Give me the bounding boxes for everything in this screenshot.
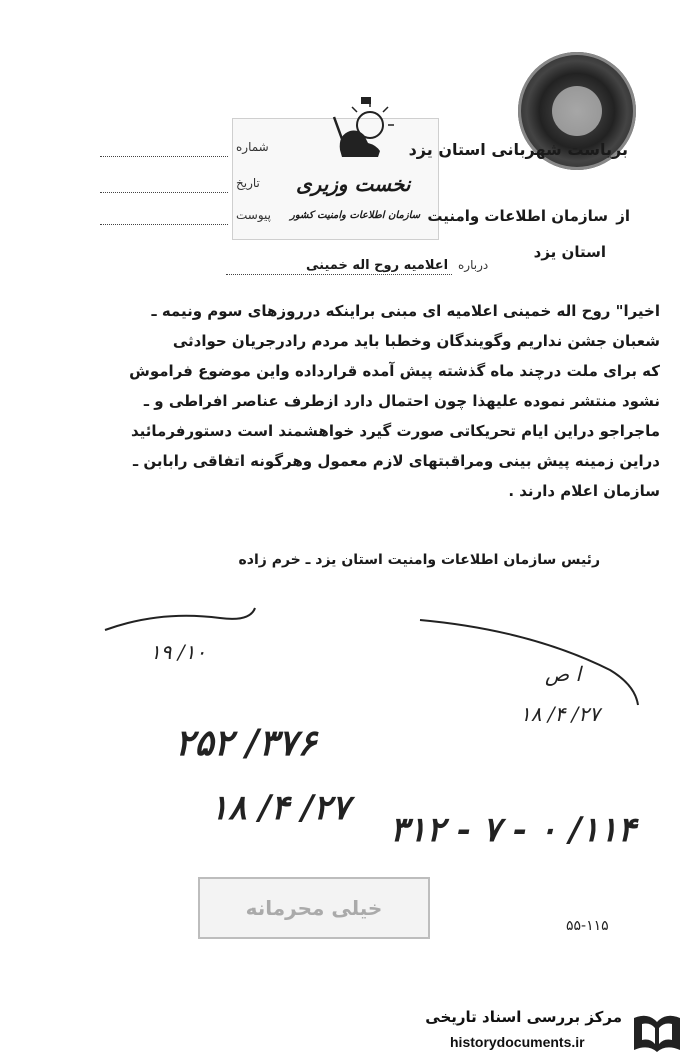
province: استان یزد [533, 243, 606, 261]
number-field [100, 156, 228, 157]
archive-number: ۳۱۲ - ۷ - ۰ /۱۱۴ [390, 810, 636, 850]
from-org: سازمان اطلاعات وامنیت [427, 207, 608, 225]
signature-line: رئیس سازمان اطلاعات وامنیت استان یزد ـ خرم زاده [238, 552, 600, 568]
confidential-stamp-text: خیلی محرمانه [245, 896, 383, 920]
registration-date: ۱۸ /۴ /۲۷ [210, 788, 350, 828]
subject-label: درباره [458, 258, 489, 272]
number-label: شماره [236, 140, 269, 154]
body-line: ماجراجو دراین ایام تحریکاتی صورت گیرد خواهشمند است دستورفرمائید [131, 422, 660, 440]
date-right: ۱۸ /۴ /۲۷ [520, 702, 600, 726]
note-left: ۱۹ /۱۰ [150, 640, 207, 664]
initial-right: ا ص [545, 662, 582, 686]
body-line: که برای ملت درچند ماه گذشته پیش آمده قرارداده واین موضوع فراموش [129, 362, 660, 380]
date-label: تاریخ [236, 176, 260, 190]
prime-minister-script: نخست وزیری [296, 172, 411, 196]
date-field [100, 192, 228, 193]
attachment-field [100, 224, 228, 225]
org-line: بریاست شهربانی استان یزد [408, 140, 628, 159]
attachment-label: پیوست [236, 208, 271, 222]
body-line: شعبان جشن نداریم وگویندگان وخطبا باید مردم رادرجریان حوادثی [172, 332, 660, 350]
from-prefix: از [616, 207, 630, 225]
registration-number: ۲۵۲ /۳۷۶ [175, 722, 317, 764]
small-script: سازمان اطلاعات وامنیت کشور [290, 210, 421, 221]
footer-url[interactable]: historydocuments.ir [450, 1034, 585, 1050]
footer-center-name: مرکز بررسی اسناد تاریخی [425, 1008, 622, 1026]
lion-and-sun-emblem-icon [328, 95, 398, 165]
confidential-stamp [198, 877, 430, 939]
subject: اعلامیه روح اله خمینی [306, 258, 449, 273]
book-logo-icon [630, 1010, 684, 1056]
body-text [98, 296, 660, 506]
body-line: سازمان اعلام دارند . [508, 482, 660, 500]
handwritten-stroke-right [410, 610, 650, 710]
body-line: نشود منتشر نموده علیهذا چون احتمال دارد ازطرف عناصر افراطی و ـ [143, 392, 660, 410]
body-line: اخیرا" روح اله خمینی اعلامیه ای مبنی براینکه درروزهای سوم ونیمه ـ [151, 302, 660, 320]
reference-number: ۵۵-۱۱۵ [566, 918, 609, 934]
subject-underline [226, 274, 452, 275]
body-line: دراین زمینه پیش بینی ومراقبتهای لازم معمول وهرگونه اتفاقی رابابن ـ [133, 452, 660, 470]
